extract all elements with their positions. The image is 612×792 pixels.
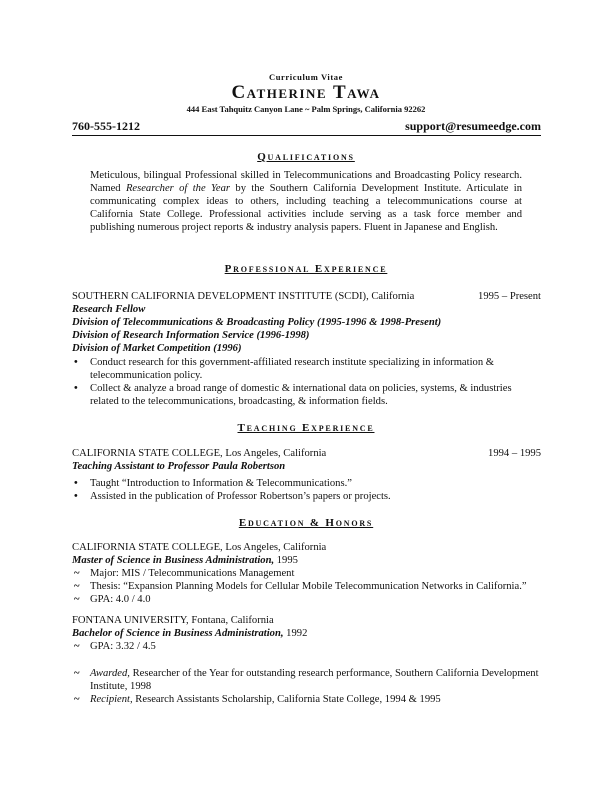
tilde-mark: ~ xyxy=(74,694,80,705)
tilde-mark: ~ xyxy=(74,581,80,592)
list-item xyxy=(74,593,539,606)
list-item xyxy=(74,580,539,593)
list-item-text: Conduct research for this government-affiliated research institute specializing in information & telecommunication policy. xyxy=(90,357,495,381)
bullet-mark: • xyxy=(74,491,78,502)
email: support@resumeedge.com xyxy=(405,119,541,133)
education-heading: Education & Honors xyxy=(238,517,374,529)
teaching-dates: 1994 – 1995 xyxy=(488,448,541,459)
professional-division-2: Division of Research Information Service (1996-1998) xyxy=(72,330,310,341)
tilde-mark: ~ xyxy=(74,641,80,652)
phone: 760-555-1212 xyxy=(72,119,140,133)
degree-name: Master of Science in Business Administration, xyxy=(72,555,275,566)
qualifications-heading: Qualifications xyxy=(257,151,355,163)
teaching-org-row xyxy=(72,447,541,460)
list-item xyxy=(74,382,539,408)
bullet-mark: • xyxy=(74,383,78,394)
honor-detail: Researcher of the Year for outstanding research performance, Southern California Development Institute, 1998 xyxy=(90,668,539,692)
qualifications-text xyxy=(90,169,522,234)
contact-row xyxy=(72,119,541,136)
list-item-text: Major: MIS / Telecommunications Management xyxy=(90,568,295,579)
degree-year: 1992 xyxy=(283,628,308,639)
honor-text xyxy=(90,667,539,693)
tilde-mark: ~ xyxy=(74,594,80,605)
teaching-heading: Teaching Experience xyxy=(237,422,375,434)
degree-name: Bachelor of Science in Business Administration, xyxy=(72,628,284,639)
honor-item xyxy=(74,667,539,693)
teaching-org: CALIFORNIA STATE COLLEGE, Los Angeles, California xyxy=(72,448,327,459)
bullet-mark: • xyxy=(74,357,78,368)
professional-role: Research Fellow xyxy=(72,304,146,315)
list-item xyxy=(74,640,539,653)
list-item xyxy=(74,356,539,382)
professional-division-3: Division of Market Competition (1996) xyxy=(72,343,242,354)
honor-type: Recipient, xyxy=(90,694,133,705)
education-degree-2 xyxy=(72,627,541,640)
qualifications-award-name: Researcher of the Year xyxy=(125,183,231,194)
honor-text xyxy=(90,693,539,706)
qualifications-text-part2: by the Southern California Development Institute. Articulate in communicating complex ideas to others, including teaching a telecommunications course at California State College. Professional activities include serving as a task force member and publishing numerous project reports & industry analysis papers. Fluent in Japanese and English. xyxy=(90,183,522,233)
honor-type: Awarded, xyxy=(90,668,130,679)
professional-dates: 1995 – Present xyxy=(478,291,541,302)
tilde-mark: ~ xyxy=(74,668,80,679)
bullet-mark: • xyxy=(74,478,78,489)
degree-year: 1995 xyxy=(274,555,298,566)
education-school-2: FONTANA UNIVERSITY, Fontana, California xyxy=(72,615,274,626)
qualifications-text-part1: Meticulous, bilingual Professional skilled in Telecommunications and Broadcasting Policy research. Named xyxy=(90,170,522,194)
list-item xyxy=(74,477,539,490)
honor-detail: Research Assistants Scholarship, California State College, 1994 & 1995 xyxy=(132,694,441,705)
list-item-text: Assisted in the publication of Professor Robertson’s papers or projects. xyxy=(90,491,391,502)
professional-org-row xyxy=(72,290,541,303)
teaching-role: Teaching Assistant to Professor Paula Robertson xyxy=(72,461,286,472)
list-item-text: Taught “Introduction to Information & Telecommunications.” xyxy=(90,478,352,489)
list-item xyxy=(74,490,539,503)
professional-org: SOUTHERN CALIFORNIA DEVELOPMENT INSTITUTE (SCDI), California xyxy=(72,291,415,302)
list-item-text: Thesis: “Expansion Planning Models for Cellular Mobile Telecommunication Networks in California.” xyxy=(90,581,527,592)
tilde-mark: ~ xyxy=(74,568,80,579)
list-item-text: GPA: 4.0 / 4.0 xyxy=(90,594,151,605)
document-label: Curriculum Vitae xyxy=(268,72,344,82)
address: 444 East Tahquitz Canyon Lane ~ Palm Springs, California 92262 xyxy=(186,104,426,114)
education-school-1: CALIFORNIA STATE COLLEGE, Los Angeles, California xyxy=(72,542,327,553)
professional-heading: Professional Experience xyxy=(224,263,388,275)
education-degree-1 xyxy=(72,554,541,567)
candidate-name: Catherine Tawa xyxy=(231,82,381,103)
honor-item xyxy=(74,693,539,706)
professional-division-1: Division of Telecommunications & Broadcasting Policy (1995-1996 & 1998-Present) xyxy=(72,317,442,328)
list-item-text: Collect & analyze a broad range of domestic & international data on policies, systems, & industries related to the telecommunications, broadcasting, & information fields. xyxy=(90,383,512,407)
list-item-text: GPA: 3.32 / 4.5 xyxy=(90,641,156,652)
list-item xyxy=(74,567,539,580)
